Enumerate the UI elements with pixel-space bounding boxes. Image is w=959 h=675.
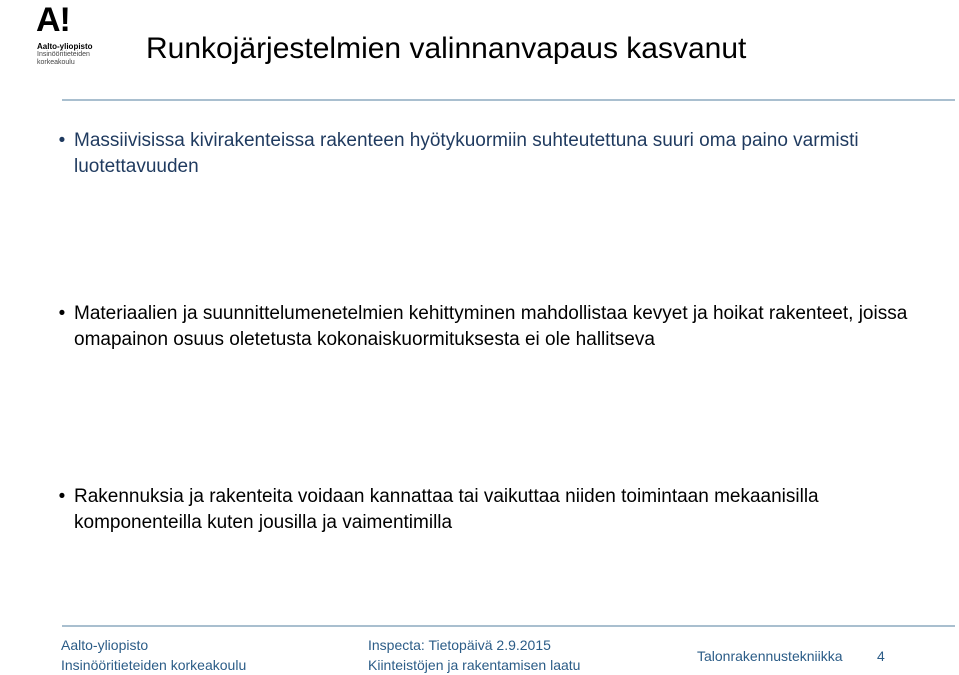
footer-mid-line-1: Inspecta: Tietopäivä 2.9.2015 [368,637,551,653]
bullet-text-3: Rakennuksia ja rakenteita voidaan kannattaa tai vaikuttaa niiden toimintaan mekaanisilla komponenteilla kuten jousilla ja vaimentimilla [74,486,819,533]
aalto-logo [36,3,116,65]
bullet-text-1: Massiivisissa kivirakenteissa rakenteen hyötykuormiin suhteutettuna suuri oma paino varmisti luotettavuuden [74,130,859,177]
footer-divider [62,625,955,627]
logo-mark: A! [36,1,70,39]
footer-event [368,635,580,675]
footer-mid-line-2: Kiinteistöjen ja rakentamisen laatu [368,657,581,673]
footer-department: Talonrakennustekniikka [697,648,843,664]
bullet-dot-icon: • [58,130,66,151]
logo-line-1: Aalto-yliopisto [37,42,93,51]
top-divider [62,99,955,101]
bullet-dot-icon: • [58,486,66,507]
logo-line-2: Insinööritieteiden [37,51,90,58]
footer-left-line-2: Insinööritieteiden korkeakoulu [61,657,247,673]
logo-line-3: korkeakoulu [37,59,75,66]
footer-left-line-1: Aalto-yliopisto [61,637,149,653]
bullet-item-3 [56,484,916,536]
bullet-item-1 [56,128,916,180]
footer-organization [61,635,246,675]
page-number: 4 [877,648,885,664]
bullet-dot-icon: • [58,303,66,324]
bullet-item-2 [56,301,916,353]
slide-title: Runkojärjestelmien valinnanvapaus kasvanut [146,32,747,65]
bullet-text-2: Materiaalien ja suunnittelumenetelmien kehittyminen mahdollistaa kevyet ja hoikat rakenteet, joissa omapainon osuus oletetusta kokonaiskuormituksesta ei ole hallitseva [74,303,908,350]
